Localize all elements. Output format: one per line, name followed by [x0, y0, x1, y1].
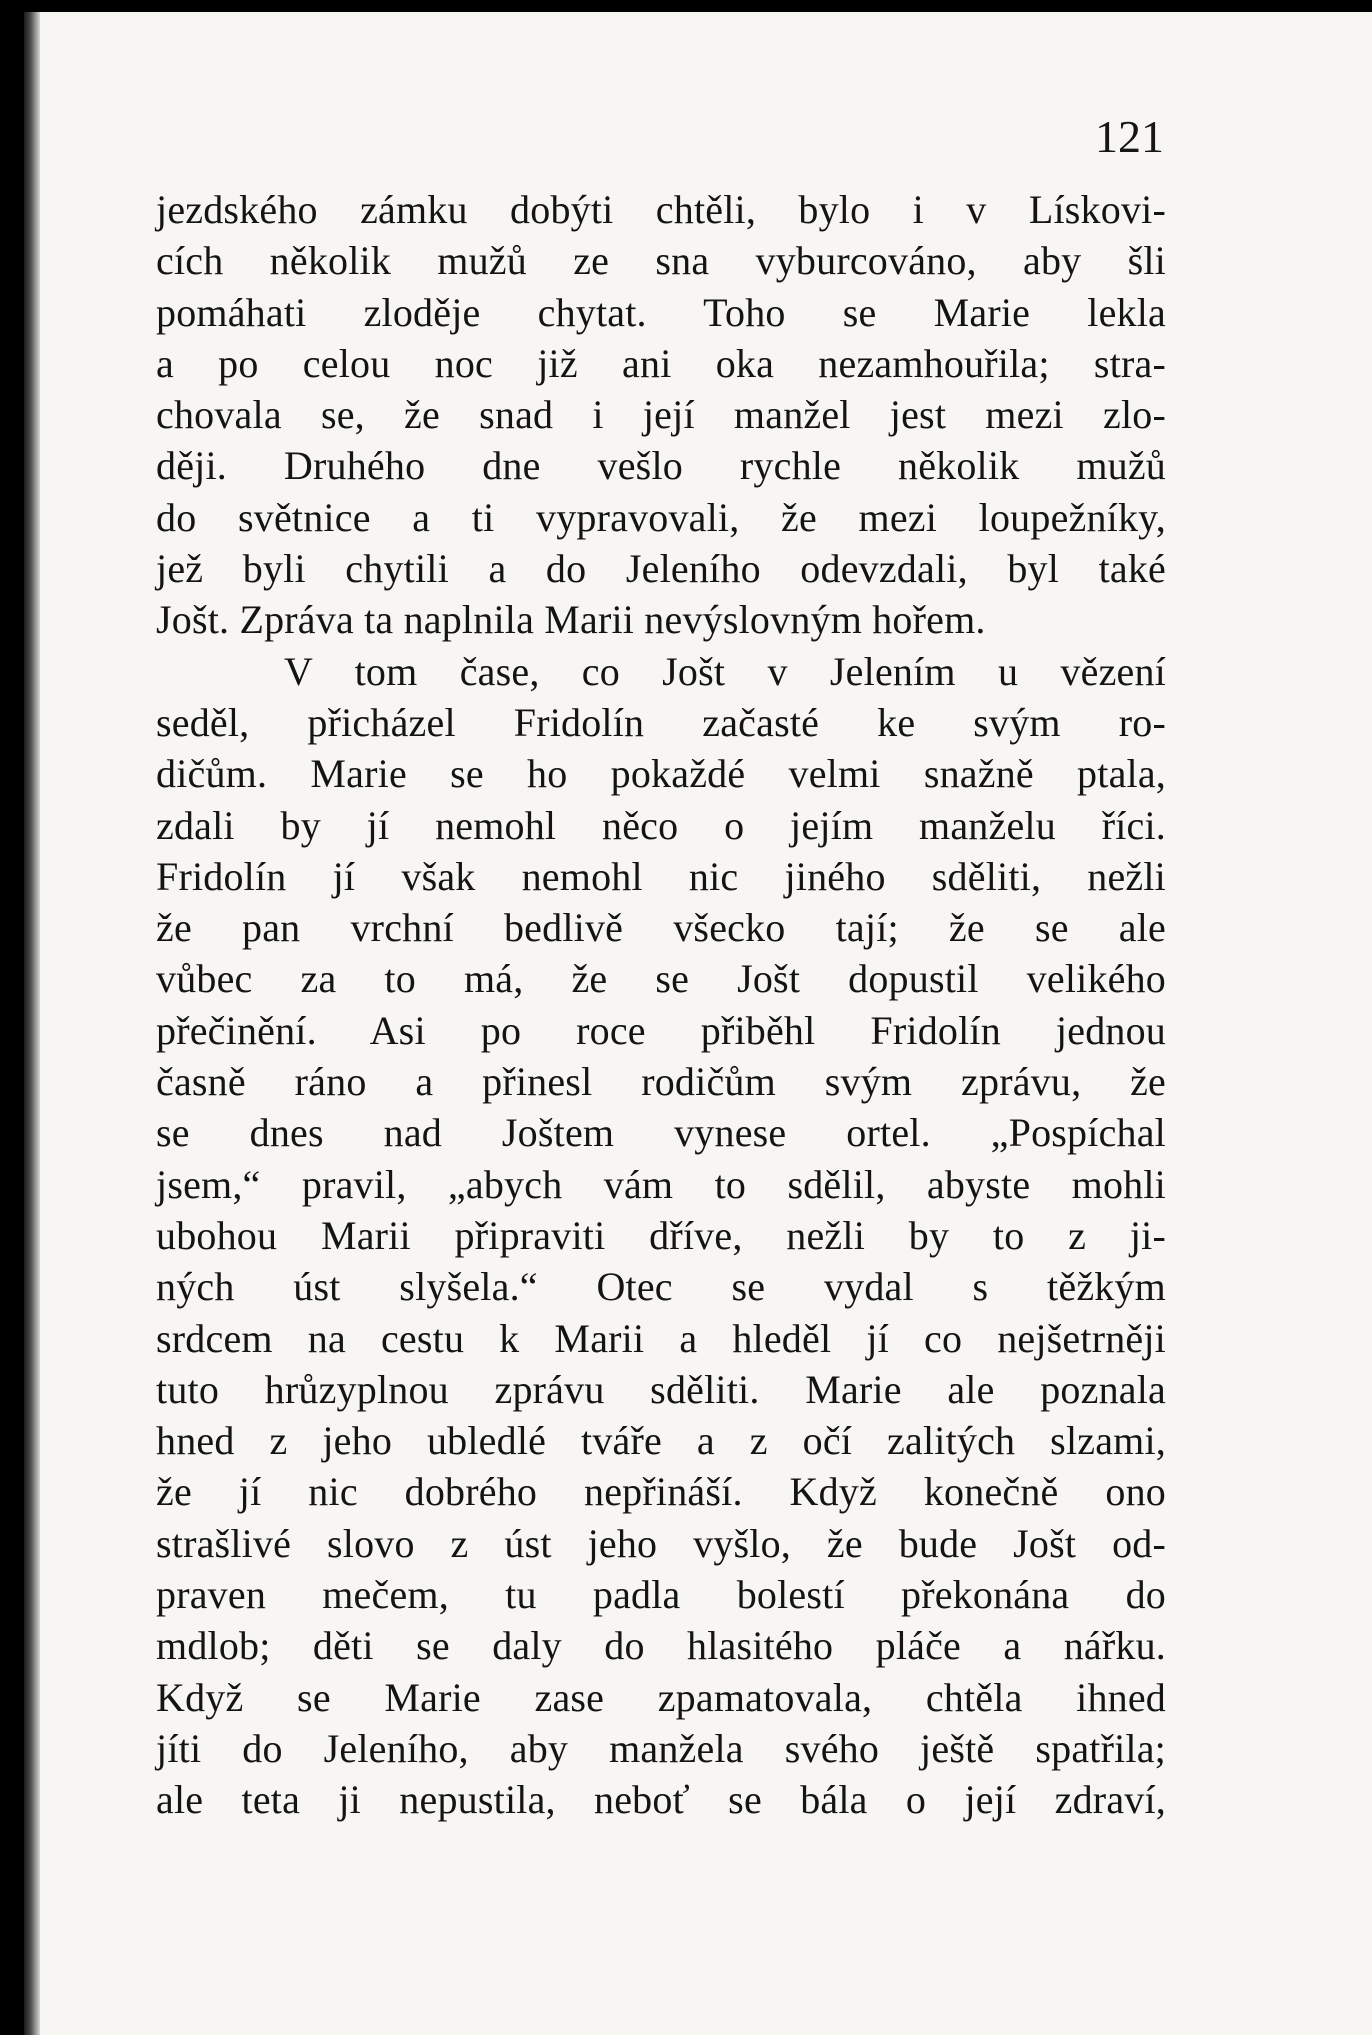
text-line: Jošt. Zpráva ta naplnila Marii nevýslovným hořem. — [156, 597, 986, 643]
binding-edge-shadow — [24, 12, 40, 2035]
book-page — [24, 12, 1372, 2035]
text-line: jsem,“ pravil, „abych vám to sdělil, abyste mohli — [156, 1161, 1166, 1207]
body-text — [156, 184, 1166, 1826]
page-number: 121 — [1095, 111, 1164, 162]
text-line: že pan vrchní bedlivě všecko tají; že se ale — [156, 905, 1166, 951]
text-line: ale teta ji nepustila, neboť se bála o její zdraví, — [156, 1777, 1166, 1823]
text-line: seděl, přicházel Fridolín začasté ke svým ro- — [156, 699, 1166, 745]
text-line: pomáhati zloděje chytat. Toho se Marie lekla — [156, 289, 1166, 335]
text-line: ných úst slyšela.“ Otec se vydal s těžkým — [156, 1264, 1166, 1310]
text-line: že jí nic dobrého nepřináší. Když konečně ono — [156, 1469, 1166, 1515]
text-line: V tom čase, co Jošt v Jelením u vězení — [284, 648, 1166, 694]
text-line: a po celou noc již ani oka nezamhouřila; stra- — [156, 340, 1166, 386]
text-line: hned z jeho ubledlé tváře a z očí zalitých slzami, — [156, 1418, 1166, 1464]
text-line: chovala se, že snad i její manžel jest mezi zlo- — [156, 392, 1166, 438]
text-line: Fridolín jí však nemohl nic jiného sděliti, nežli — [156, 853, 1166, 899]
text-line: jež byli chytili a do Jeleního odevzdali, byl také — [156, 546, 1166, 592]
text-line: jezdského zámku dobýti chtěli, bylo i v Lískovi- — [156, 187, 1166, 232]
text-line: tuto hrůzyplnou zprávu sděliti. Marie ale poznala — [156, 1366, 1166, 1412]
text-line: vůbec za to má, že se Jošt dopustil velikého — [156, 956, 1166, 1002]
text-line: zdali by jí nemohl něco o jejím manželu říci. — [156, 802, 1166, 848]
text-line: Když se Marie zase zpamatovala, chtěla ihned — [156, 1674, 1166, 1720]
text-line: jíti do Jeleního, aby manžela svého ještě spatřila; — [156, 1725, 1166, 1771]
text-line: ději. Druhého dne vešlo rychle několik mužů — [156, 443, 1166, 489]
text-line: do světnice a ti vypravovali, že mezi loupežníky, — [156, 494, 1166, 540]
text-line: srdcem na cestu k Marii a hleděl jí co nejšetrněji — [156, 1315, 1166, 1361]
text-line: časně ráno a přinesl rodičům svým zprávu, že — [156, 1059, 1166, 1105]
text-line: se dnes nad Joštem vynese ortel. „Pospíchal — [156, 1110, 1166, 1156]
text-line: mdlob; děti se daly do hlasitého pláče a nářku. — [156, 1623, 1166, 1669]
text-line: ubohou Marii připraviti dříve, nežli by to z ji- — [156, 1212, 1166, 1258]
text-line: strašlivé slovo z úst jeho vyšlo, že bude Jošt od- — [156, 1520, 1166, 1566]
text-line: přečinění. Asi po roce přiběhl Fridolín jednou — [156, 1007, 1166, 1053]
text-line: praven mečem, tu padla bolestí překonána do — [156, 1572, 1166, 1618]
text-line: dičům. Marie se ho pokaždé velmi snažně ptala, — [156, 751, 1166, 797]
text-line: cích několik mužů ze sna vyburcováno, aby šli — [156, 238, 1166, 284]
